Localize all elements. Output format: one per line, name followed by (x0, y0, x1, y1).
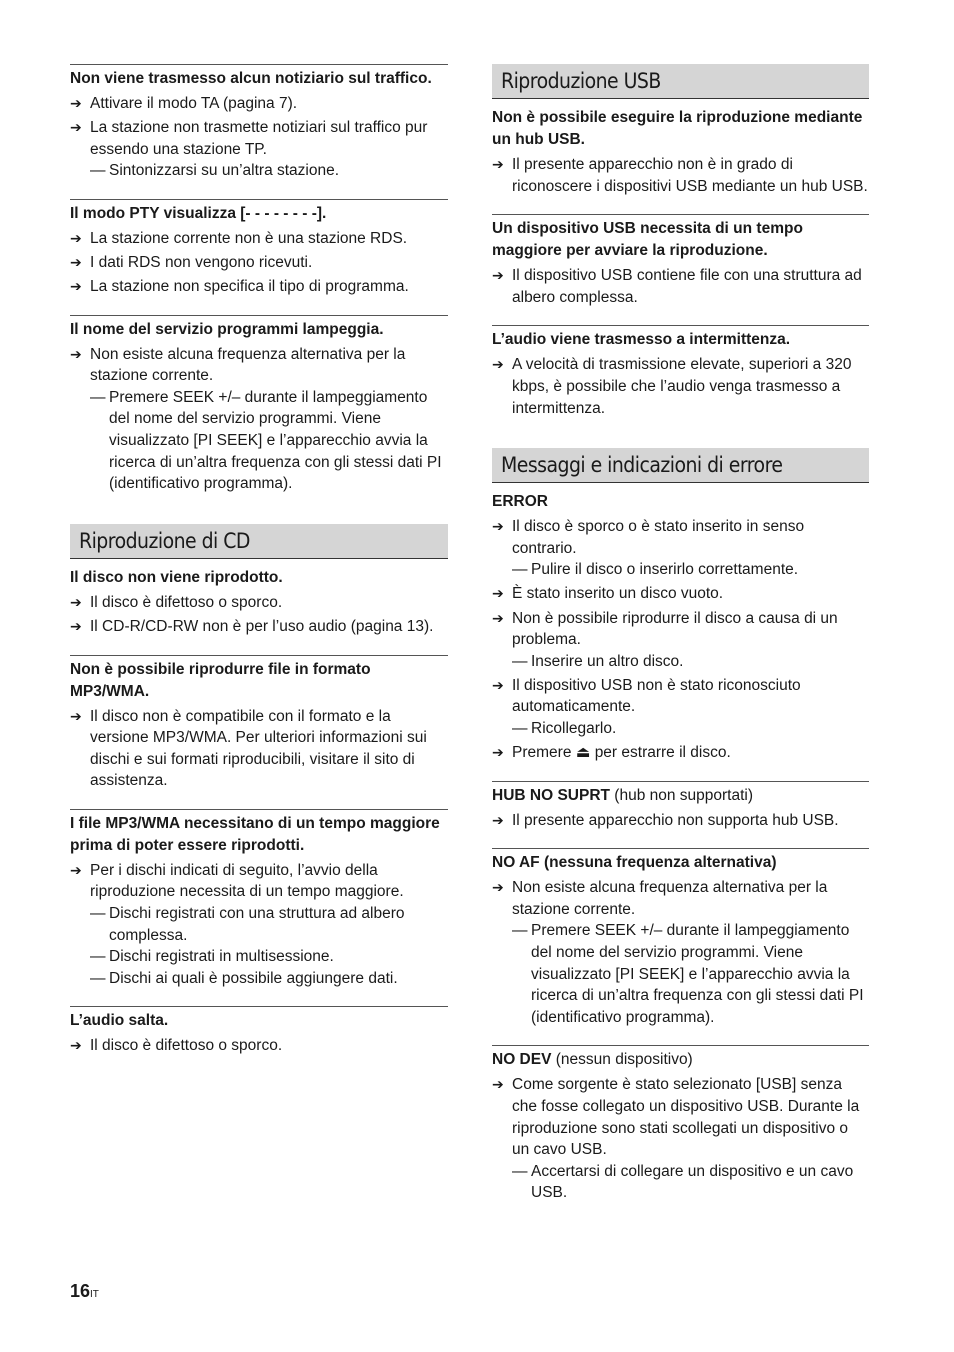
arrow-icon: ➔ (492, 879, 504, 896)
dash-icon: — (512, 922, 528, 940)
arrow-icon: ➔ (492, 609, 504, 626)
dash-icon: — (512, 561, 528, 579)
heading-bold: Il disco non viene riprodotto. (70, 568, 283, 586)
solution-text: Il disco è difettoso o sporco. (90, 1037, 283, 1055)
trouble-heading (70, 319, 448, 341)
solution-text: Attivare il modo TA (pagina 7). (90, 95, 298, 112)
trouble-block (70, 199, 448, 298)
sub-solution-text: Premere SEEK +/– durante il lampeggiamento del nome del servizio programmi. Viene visualizzato [PI SEEK] e l’apparecchio avvia la ricerca di un’altra frequenza con gli stessi dati PI (identificativo programma). (109, 388, 442, 493)
dash-icon: — (90, 162, 106, 180)
solution-text: Il dispositivo USB non è stato riconosciuto automaticamente. (512, 676, 801, 716)
dash-icon: — (512, 1162, 528, 1180)
solution-text: Premere ⏏ per estrarre il disco. (512, 744, 731, 762)
sub-solution-text: Accertarsi di collegare un dispositivo e un cavo USB. (531, 1162, 854, 1202)
solution-item (70, 117, 448, 182)
trouble-heading (492, 107, 869, 151)
arrow-icon: ➔ (70, 707, 82, 724)
sub-solution (512, 1161, 869, 1204)
arrow-icon: ➔ (70, 1037, 82, 1054)
solution-item (70, 344, 448, 495)
solution-text: Il disco è sporco o è stato inserito in senso contrario. (512, 518, 805, 557)
arrow-icon: ➔ (492, 1076, 504, 1093)
trouble-block (492, 107, 869, 197)
sub-solution-text: Dischi registrati in multisessione. (109, 948, 334, 966)
solution-text: Non esiste alcuna frequenza alternativa per la stazione corrente. (512, 879, 828, 918)
solution-text: La stazione corrente non è una stazione RDS. (90, 229, 408, 247)
solution-item (70, 706, 448, 792)
trouble-heading (492, 218, 869, 262)
sub-solution-text: Premere SEEK +/– durante il lampeggiamento del nome del servizio programmi. Viene visualizzato [PI SEEK] e l’apparecchio avvia la ricerca di un’altra frequenza con gli stessi dati PI (identificativo programma). (531, 922, 864, 1026)
heading-bold: HUB NO SUPRT (492, 786, 610, 804)
heading-bold: Il nome del servizio programmi lampeggia. (70, 320, 384, 338)
solution-item (70, 1035, 448, 1057)
sub-solution (90, 946, 448, 968)
trouble-heading (492, 329, 869, 351)
trouble-block (70, 655, 448, 792)
solution-text: Il presente apparecchio non è in grado di riconoscere i dispositivi USB mediante un hub USB. (512, 156, 868, 195)
page-number-value: 16 (70, 1281, 91, 1301)
solution-text: Il presente apparecchio non supporta hub USB. (512, 811, 839, 829)
trouble-block (492, 781, 869, 832)
heading-plain: (nessun dispositivo) (551, 1051, 693, 1069)
solution-text: I dati RDS non vengono ricevuti. (90, 253, 313, 271)
arrow-icon: ➔ (492, 585, 504, 602)
arrow-icon: ➔ (70, 253, 82, 270)
arrow-icon: ➔ (492, 811, 504, 828)
sub-solution (90, 387, 448, 495)
solution-item (492, 265, 869, 308)
solution-item (492, 1074, 869, 1204)
solution-item (492, 742, 869, 764)
sub-solution (90, 968, 448, 990)
solution-text: Il CD-R/CD-RW non è per l’uso audio (pagina 13). (90, 617, 434, 635)
heading-bold: Non è possibile riprodurre file in formato MP3/WMA. (70, 660, 371, 700)
solution-item (70, 228, 448, 250)
trouble-heading (70, 1010, 448, 1032)
trouble-heading (70, 567, 448, 589)
trouble-heading (492, 1049, 869, 1071)
heading-bold: NO DEV (492, 1051, 552, 1069)
trouble-block (70, 315, 448, 495)
section-header (70, 524, 448, 559)
dash-icon: — (512, 652, 528, 670)
sub-solution (512, 559, 869, 581)
dash-icon: — (90, 905, 106, 923)
sub-solution (512, 651, 869, 673)
trouble-block (70, 64, 448, 182)
solution-item (492, 608, 869, 673)
arrow-icon: ➔ (70, 229, 82, 246)
section-title: Riproduzione USB (501, 69, 661, 93)
arrow-icon: ➔ (70, 861, 82, 878)
trouble-block (492, 214, 869, 308)
sub-solution (90, 903, 448, 946)
solution-item (70, 860, 448, 990)
solution-text: Il disco è difettoso o sporco. (90, 593, 283, 611)
dash-icon: — (90, 948, 106, 966)
solution-item (492, 675, 869, 740)
heading-bold: L’audio salta. (70, 1012, 169, 1030)
arrow-icon: ➔ (492, 744, 504, 761)
section-title: Messaggi e indicazioni di errore (501, 453, 783, 478)
heading-bold: Non è possibile eseguire la riproduzione mediante un hub USB. (492, 109, 863, 148)
sub-solution (512, 920, 869, 1028)
solution-item (70, 276, 448, 298)
trouble-heading (70, 203, 448, 225)
trouble-heading (492, 491, 869, 513)
arrow-icon: ➔ (492, 267, 504, 284)
solution-item (492, 516, 869, 581)
sub-solution-text: Sintonizzarsi su un’altra stazione. (109, 162, 340, 180)
trouble-heading (492, 785, 869, 807)
arrow-icon: ➔ (70, 278, 82, 295)
arrow-icon: ➔ (492, 518, 504, 535)
arrow-icon: ➔ (492, 356, 504, 373)
sub-solution-text: Dischi ai quali è possibile aggiungere dati. (109, 969, 398, 987)
trouble-block (492, 325, 869, 419)
trouble-heading (70, 813, 448, 857)
heading-bold: NO AF (nessuna frequenza alternativa) (492, 854, 777, 872)
solution-item (492, 877, 869, 1028)
solution-text: La stazione non specifica il tipo di programma. (90, 278, 409, 296)
solution-text: È stato inserito un disco vuoto. (512, 585, 724, 603)
trouble-heading (70, 659, 448, 703)
solution-text: Il dispositivo USB contiene file con una struttura ad albero complessa. (512, 267, 862, 306)
solution-text: Non è possibile riprodurre il disco a causa di un problema. (512, 609, 838, 649)
sub-solution (512, 718, 869, 740)
trouble-heading (492, 852, 869, 874)
solution-item (70, 592, 448, 614)
heading-bold: Un dispositivo USB necessita di un tempo maggiore per avviare la riproduzione. (492, 220, 803, 260)
arrow-icon: ➔ (70, 593, 82, 610)
heading-bold: Il modo PTY visualizza [- - - - - - - -]. (70, 204, 327, 222)
sub-solution-text: Inserire un altro disco. (531, 652, 684, 670)
trouble-block (70, 809, 448, 990)
solution-text: Come sorgente è stato selezionato [USB] senza che fosse collegato un dispositivo USB. Durante la riproduzione sono stati scollegati un dispositivo o un cavo USB. (512, 1076, 860, 1159)
solution-item (70, 252, 448, 274)
heading-bold: L’audio viene trasmesso a intermittenza. (492, 331, 791, 349)
page-language: IT (90, 1289, 99, 1300)
sub-solution (90, 160, 448, 182)
heading-bold: ERROR (492, 493, 548, 511)
trouble-heading (70, 68, 448, 90)
trouble-block (70, 567, 448, 638)
left-column (70, 64, 448, 1074)
trouble-block (492, 848, 869, 1028)
solution-item (492, 154, 869, 197)
heading-bold: I file MP3/WMA necessitano di un tempo maggiore prima di poter essere riprodotti. (70, 814, 440, 854)
solution-text: Per i dischi indicati di seguito, l’avvio della riproduzione necessita di un tempo maggiore. (90, 861, 404, 901)
sub-solution-text: Pulire il disco o inserirlo correttamente. (531, 561, 799, 579)
arrow-icon: ➔ (70, 119, 82, 136)
solution-item (492, 583, 869, 605)
dash-icon: — (90, 388, 106, 406)
heading-bold: Non viene trasmesso alcun notiziario sul traffico. (70, 70, 432, 87)
section-header (492, 64, 869, 99)
section-header (492, 448, 869, 483)
right-column (492, 64, 869, 1221)
trouble-block (492, 491, 869, 764)
solution-text: Il disco non è compatibile con il formato e la versione MP3/WMA. Per ulteriori informazioni sui dischi e sui formati riproducibili, visitare il sito di assistenza. (90, 707, 427, 790)
solution-item (492, 354, 869, 419)
sub-solution-text: Ricollegarlo. (531, 720, 617, 737)
page-number (70, 1281, 99, 1302)
heading-plain: (hub non supportati) (609, 786, 754, 804)
dash-icon: — (90, 969, 106, 987)
solution-item (492, 810, 869, 832)
solution-text: La stazione non trasmette notiziari sul traffico pur essendo una stazione TP. (90, 119, 428, 158)
trouble-block (492, 1045, 869, 1204)
solution-item (70, 93, 448, 115)
arrow-icon: ➔ (492, 676, 504, 693)
arrow-icon: ➔ (492, 156, 504, 172)
solution-text: Non esiste alcuna frequenza alternativa per la stazione corrente. (90, 345, 406, 385)
section-title: Riproduzione di CD (79, 528, 250, 553)
sub-solution-text: Dischi registrati con una struttura ad albero complessa. (109, 905, 405, 944)
solution-text: A velocità di trasmissione elevate, superiori a 320 kbps, è possibile che l’audio venga trasmesso a intermittenza. (512, 356, 852, 417)
solution-item (70, 616, 448, 638)
arrow-icon: ➔ (70, 617, 82, 634)
trouble-block (70, 1006, 448, 1057)
arrow-icon: ➔ (70, 345, 82, 362)
arrow-icon: ➔ (70, 95, 82, 111)
dash-icon: — (512, 720, 528, 737)
